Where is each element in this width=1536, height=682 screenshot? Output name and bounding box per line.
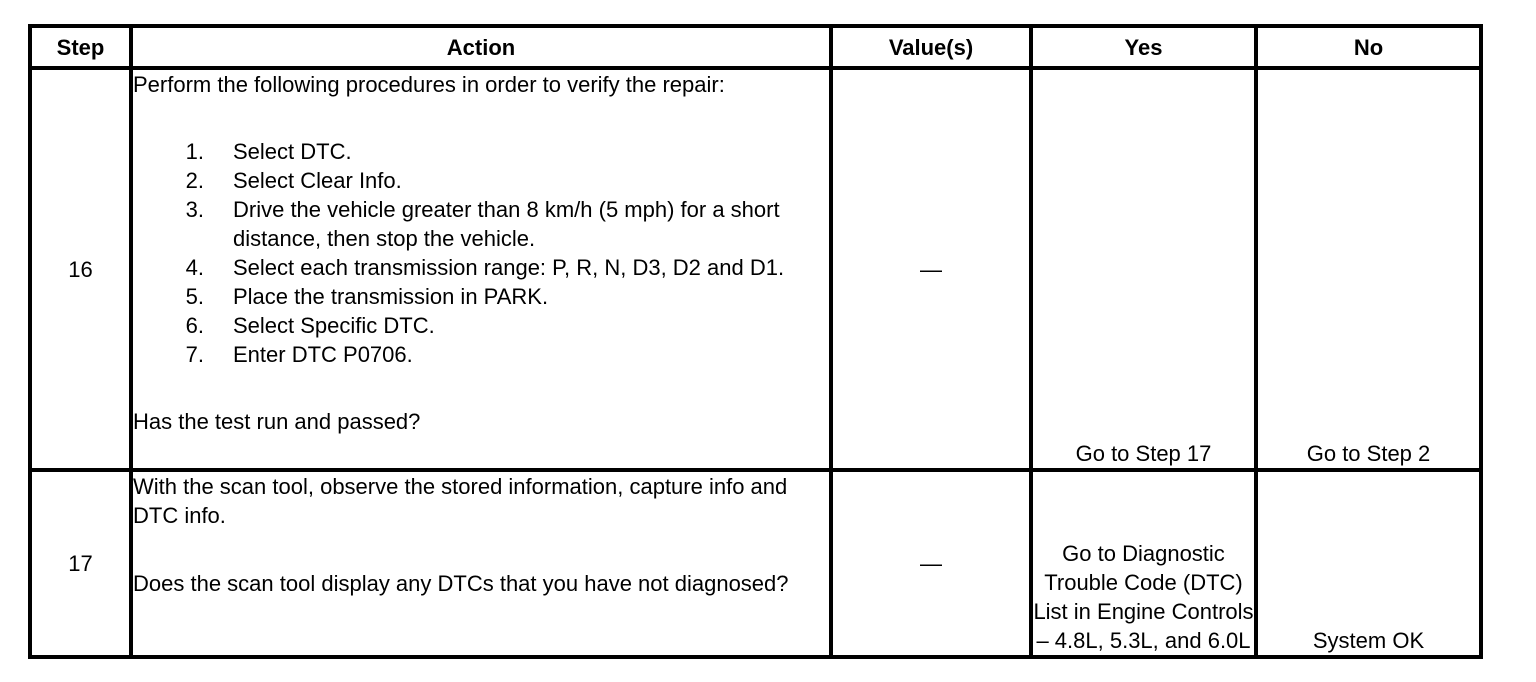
header-values: Value(s) [831, 26, 1031, 68]
header-action: Action [131, 26, 831, 68]
header-no: No [1256, 26, 1481, 68]
procedure-list [133, 137, 829, 369]
diagnostic-table [28, 24, 1483, 659]
no-cell: System OK [1256, 470, 1481, 657]
table-row-step-16 [30, 68, 1481, 470]
procedure-step: 6. Select Specific DTC. [185, 313, 435, 338]
procedure-step: 4. Select each transmission range: P, R, N, D3, D2 and D1. [185, 255, 785, 280]
table-row-step-17 [30, 470, 1481, 657]
action-intro: With the scan tool, observe the stored information, capture info and DTC info. [133, 474, 788, 528]
yes-cell: Go to Step 17 [1031, 68, 1256, 470]
action-question: Has the test run and passed? [133, 409, 421, 434]
procedure-step: 5. Place the transmission in PARK. [185, 284, 549, 309]
header-row [30, 26, 1481, 68]
procedure-step: 1. Select DTC. [185, 139, 352, 164]
header-yes: Yes [1031, 26, 1256, 68]
action-question: Does the scan tool display any DTCs that you have not diagnosed? [133, 571, 789, 596]
no-cell: Go to Step 2 [1256, 68, 1481, 470]
header-step: Step [30, 26, 131, 68]
yes-cell: Go to Diagnostic Trouble Code (DTC) List in Engine Controls – 4.8L, 5.3L, and 6.0L [1031, 470, 1256, 657]
procedure-step: 7. Enter DTC P0706. [185, 342, 413, 367]
step-number: 17 [30, 470, 131, 657]
procedure-step: 3. Drive the vehicle greater than 8 km/h (5 mph) for a short distance, then stop the vehicle. [185, 197, 780, 251]
action-intro: Perform the following procedures in order to verify the repair: [133, 72, 725, 97]
action-cell [131, 470, 831, 657]
step-number: 16 [30, 68, 131, 470]
value-cell: — [831, 470, 1031, 657]
procedure-step: 2. Select Clear Info. [185, 168, 402, 193]
action-cell [131, 68, 831, 470]
value-cell: — [831, 68, 1031, 470]
